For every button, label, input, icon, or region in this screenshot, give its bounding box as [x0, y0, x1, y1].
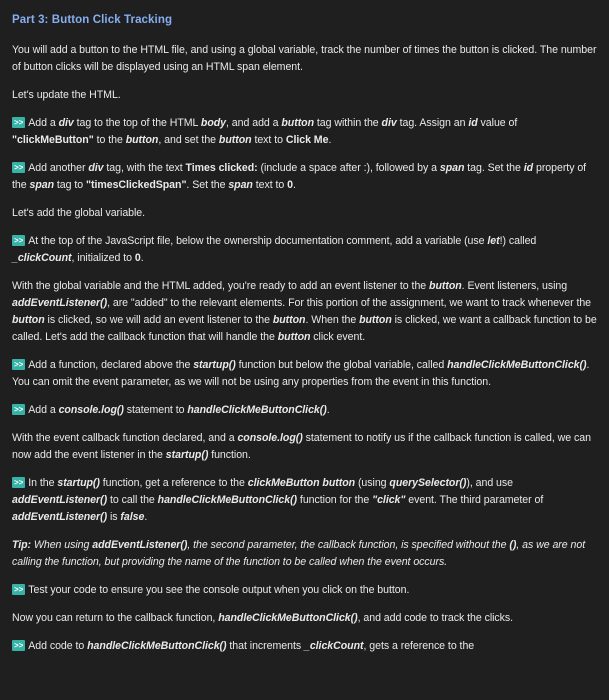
- text-run: to the: [93, 134, 126, 146]
- text-run: text to: [252, 179, 288, 191]
- text-run: is clicked, so we will add an event listener to the: [44, 314, 273, 326]
- instruction-paragraph: [12, 610, 600, 627]
- step-paragraph: [12, 233, 600, 267]
- code-term: startup(): [165, 449, 209, 461]
- code-term: "click": [372, 494, 406, 506]
- text-run: (include a space after :), followed by a: [257, 162, 440, 174]
- text-run: .: [140, 252, 144, 264]
- code-term: div: [381, 117, 397, 129]
- code-term: handleClickMeButtonClick(): [157, 494, 298, 506]
- code-term: span: [29, 179, 55, 191]
- text-run: statement to: [123, 404, 188, 416]
- text-run: function.: [208, 449, 251, 461]
- instruction-paragraph: [12, 278, 600, 346]
- code-term: let: [487, 235, 500, 247]
- text-run: .: [293, 179, 296, 191]
- bold-term: 0: [134, 252, 141, 264]
- text-run: . Event listeners, using: [461, 280, 568, 292]
- code-term: button: [322, 477, 356, 489]
- step-marker-icon: >>: [14, 478, 24, 487]
- step-paragraph: [12, 402, 600, 419]
- text-run: Now you can return to the callback function,: [12, 612, 219, 624]
- text-run: tag to the top of the HTML: [73, 117, 201, 129]
- code-term: button: [12, 314, 45, 326]
- code-term: false: [120, 511, 145, 523]
- code-term: button: [281, 117, 315, 129]
- bold-term: Times clicked:: [185, 162, 258, 174]
- text-run: Let's update the HTML.: [12, 89, 121, 101]
- code-term: handleClickMeButtonClick(): [447, 359, 587, 371]
- text-run: Test your code to ensure you see the console output when you click on the button.: [28, 584, 410, 596]
- code-term: console.log(): [237, 432, 303, 444]
- tip-text: , the second parameter, the callback function, is specified without the: [187, 539, 510, 551]
- step-marker-icon: >>: [14, 585, 24, 594]
- code-term: div: [88, 162, 104, 174]
- text-run: Add a function, declared above the: [28, 359, 194, 371]
- instruction-paragraph: [12, 205, 600, 222]
- code-term: handleClickMeButtonClick(): [218, 612, 358, 624]
- text-run: that increments: [226, 640, 304, 652]
- tip-text: , as we are not calling the function, but providing the name of the function to be called when the event occurs.: [12, 539, 586, 568]
- step-marker-icon: >>: [14, 360, 24, 369]
- code-term: handleClickMeButtonClick(): [187, 404, 327, 416]
- text-run: . Set the: [186, 179, 229, 191]
- step-paragraph: [12, 357, 600, 391]
- text-run: With the event callback function declared, and a: [12, 432, 238, 444]
- text-run: (using: [355, 477, 390, 489]
- text-run: tag, with the text: [103, 162, 186, 174]
- code-term: querySelector(): [389, 477, 467, 489]
- text-run: click event.: [310, 331, 366, 343]
- step-marker-icon: >>: [14, 236, 24, 245]
- step-paragraph: [12, 475, 600, 526]
- code-term: _clickCount: [12, 252, 72, 264]
- code-term: addEventListener(): [12, 494, 108, 506]
- step-marker-icon: >>: [14, 118, 24, 127]
- text-run: Add code to: [28, 640, 88, 652]
- step-marker-icon: >>: [14, 641, 24, 650]
- tip-text: When using: [31, 539, 93, 551]
- text-run: .: [144, 511, 148, 523]
- text-run: statement to notify us if the callback function is called, we can now add the event listener in the: [12, 432, 591, 461]
- code-term: startup(): [193, 359, 236, 371]
- code-term: span: [228, 179, 253, 191]
- text-run: . When the: [305, 314, 360, 326]
- text-run: ), and use: [466, 477, 513, 489]
- text-run: Add a: [28, 117, 59, 129]
- text-run: .: [326, 404, 330, 416]
- text-run: , gets a reference to the: [363, 640, 475, 652]
- code-term: id: [523, 162, 534, 174]
- text-run: In the: [28, 477, 58, 489]
- code-term: body: [200, 117, 227, 129]
- code-term: _clickCount: [303, 640, 364, 652]
- text-run: value of: [477, 117, 518, 129]
- code-term: div: [58, 117, 74, 129]
- text-run: to call the: [107, 494, 158, 506]
- bold-term: "timesClickedSpan": [86, 179, 187, 191]
- step-paragraph: [12, 115, 600, 149]
- text-run: , and add a: [226, 117, 282, 129]
- text-run: , are "added" to the relevant elements. For this portion of the assignment, we want to track whenever the: [107, 297, 592, 309]
- text-run: function but below the global variable, called: [235, 359, 448, 371]
- code-term: console.log(): [58, 404, 124, 416]
- code-term: (): [509, 539, 517, 551]
- code-term: button: [429, 280, 462, 292]
- code-term: startup(): [57, 477, 100, 489]
- text-run: , and add code to track the clicks.: [357, 612, 514, 624]
- code-term: addEventListener(): [12, 297, 108, 309]
- text-run: At the top of the JavaScript file, below the ownership documentation comment, add a variable (use: [28, 235, 488, 247]
- text-run: is clicked, we want a callback function to be called. Let's add the callback function that will handle the: [12, 314, 597, 343]
- section-title: Part 3: Button Click Tracking: [12, 14, 173, 26]
- bold-term: Click Me: [285, 134, 329, 146]
- code-term: handleClickMeButtonClick(): [87, 640, 227, 652]
- code-term: button: [359, 314, 392, 326]
- text-run: tag within the: [314, 117, 382, 129]
- bold-term: "clickMeButton": [12, 134, 94, 146]
- text-run: Let's add the global variable.: [12, 207, 146, 219]
- step-marker-icon: >>: [14, 163, 24, 172]
- text-run: !) called: [499, 235, 537, 247]
- text-run: , and set the: [158, 134, 219, 146]
- code-term: button: [125, 134, 159, 146]
- text-run: With the global variable and the HTML added, you're ready to add an event listener to the: [12, 280, 430, 292]
- code-term: button: [218, 134, 252, 146]
- text-run: text to: [251, 134, 286, 146]
- code-term: id: [468, 117, 478, 129]
- instructions-body: [12, 42, 600, 655]
- code-term: clickMeButton: [247, 477, 320, 489]
- code-term: addEventListener(): [92, 539, 188, 551]
- code-term: Tip:: [12, 539, 32, 551]
- code-term: button: [272, 314, 306, 326]
- bold-term: 0: [287, 179, 293, 191]
- text-run: function, get a reference to the: [99, 477, 248, 489]
- text-run: Add a: [28, 404, 59, 416]
- step-paragraph: [12, 582, 600, 599]
- instruction-paragraph: [12, 430, 600, 464]
- text-run: event. The third parameter of: [405, 494, 544, 506]
- text-run: function for the: [297, 494, 373, 506]
- text-run: . You can omit the event parameter, as we will not be using any properties from the event in this function.: [12, 359, 590, 388]
- text-run: , initialized to: [71, 252, 135, 264]
- code-term: addEventListener(): [12, 511, 108, 523]
- instruction-paragraph: [12, 87, 600, 104]
- text-run: tag. Assign an: [396, 117, 469, 129]
- text-run: is: [107, 511, 121, 523]
- instruction-paragraph: [12, 42, 600, 76]
- step-marker-icon: >>: [14, 405, 24, 414]
- text-run: tag. Set the: [464, 162, 524, 174]
- instruction-paragraph: [12, 537, 600, 571]
- text-run: Add another: [28, 162, 89, 174]
- step-paragraph: [12, 160, 600, 194]
- code-term: button: [277, 331, 311, 343]
- code-term: span: [439, 162, 465, 174]
- text-run: .: [328, 134, 332, 146]
- text-run: You will add a button to the HTML file, and using a global variable, track the number of times the button is clicked. The number of button clicks will be displayed using an HTML span element.: [12, 44, 597, 73]
- text-run: property of the: [12, 162, 587, 191]
- step-paragraph: [12, 638, 600, 655]
- text-run: tag to: [54, 179, 87, 191]
